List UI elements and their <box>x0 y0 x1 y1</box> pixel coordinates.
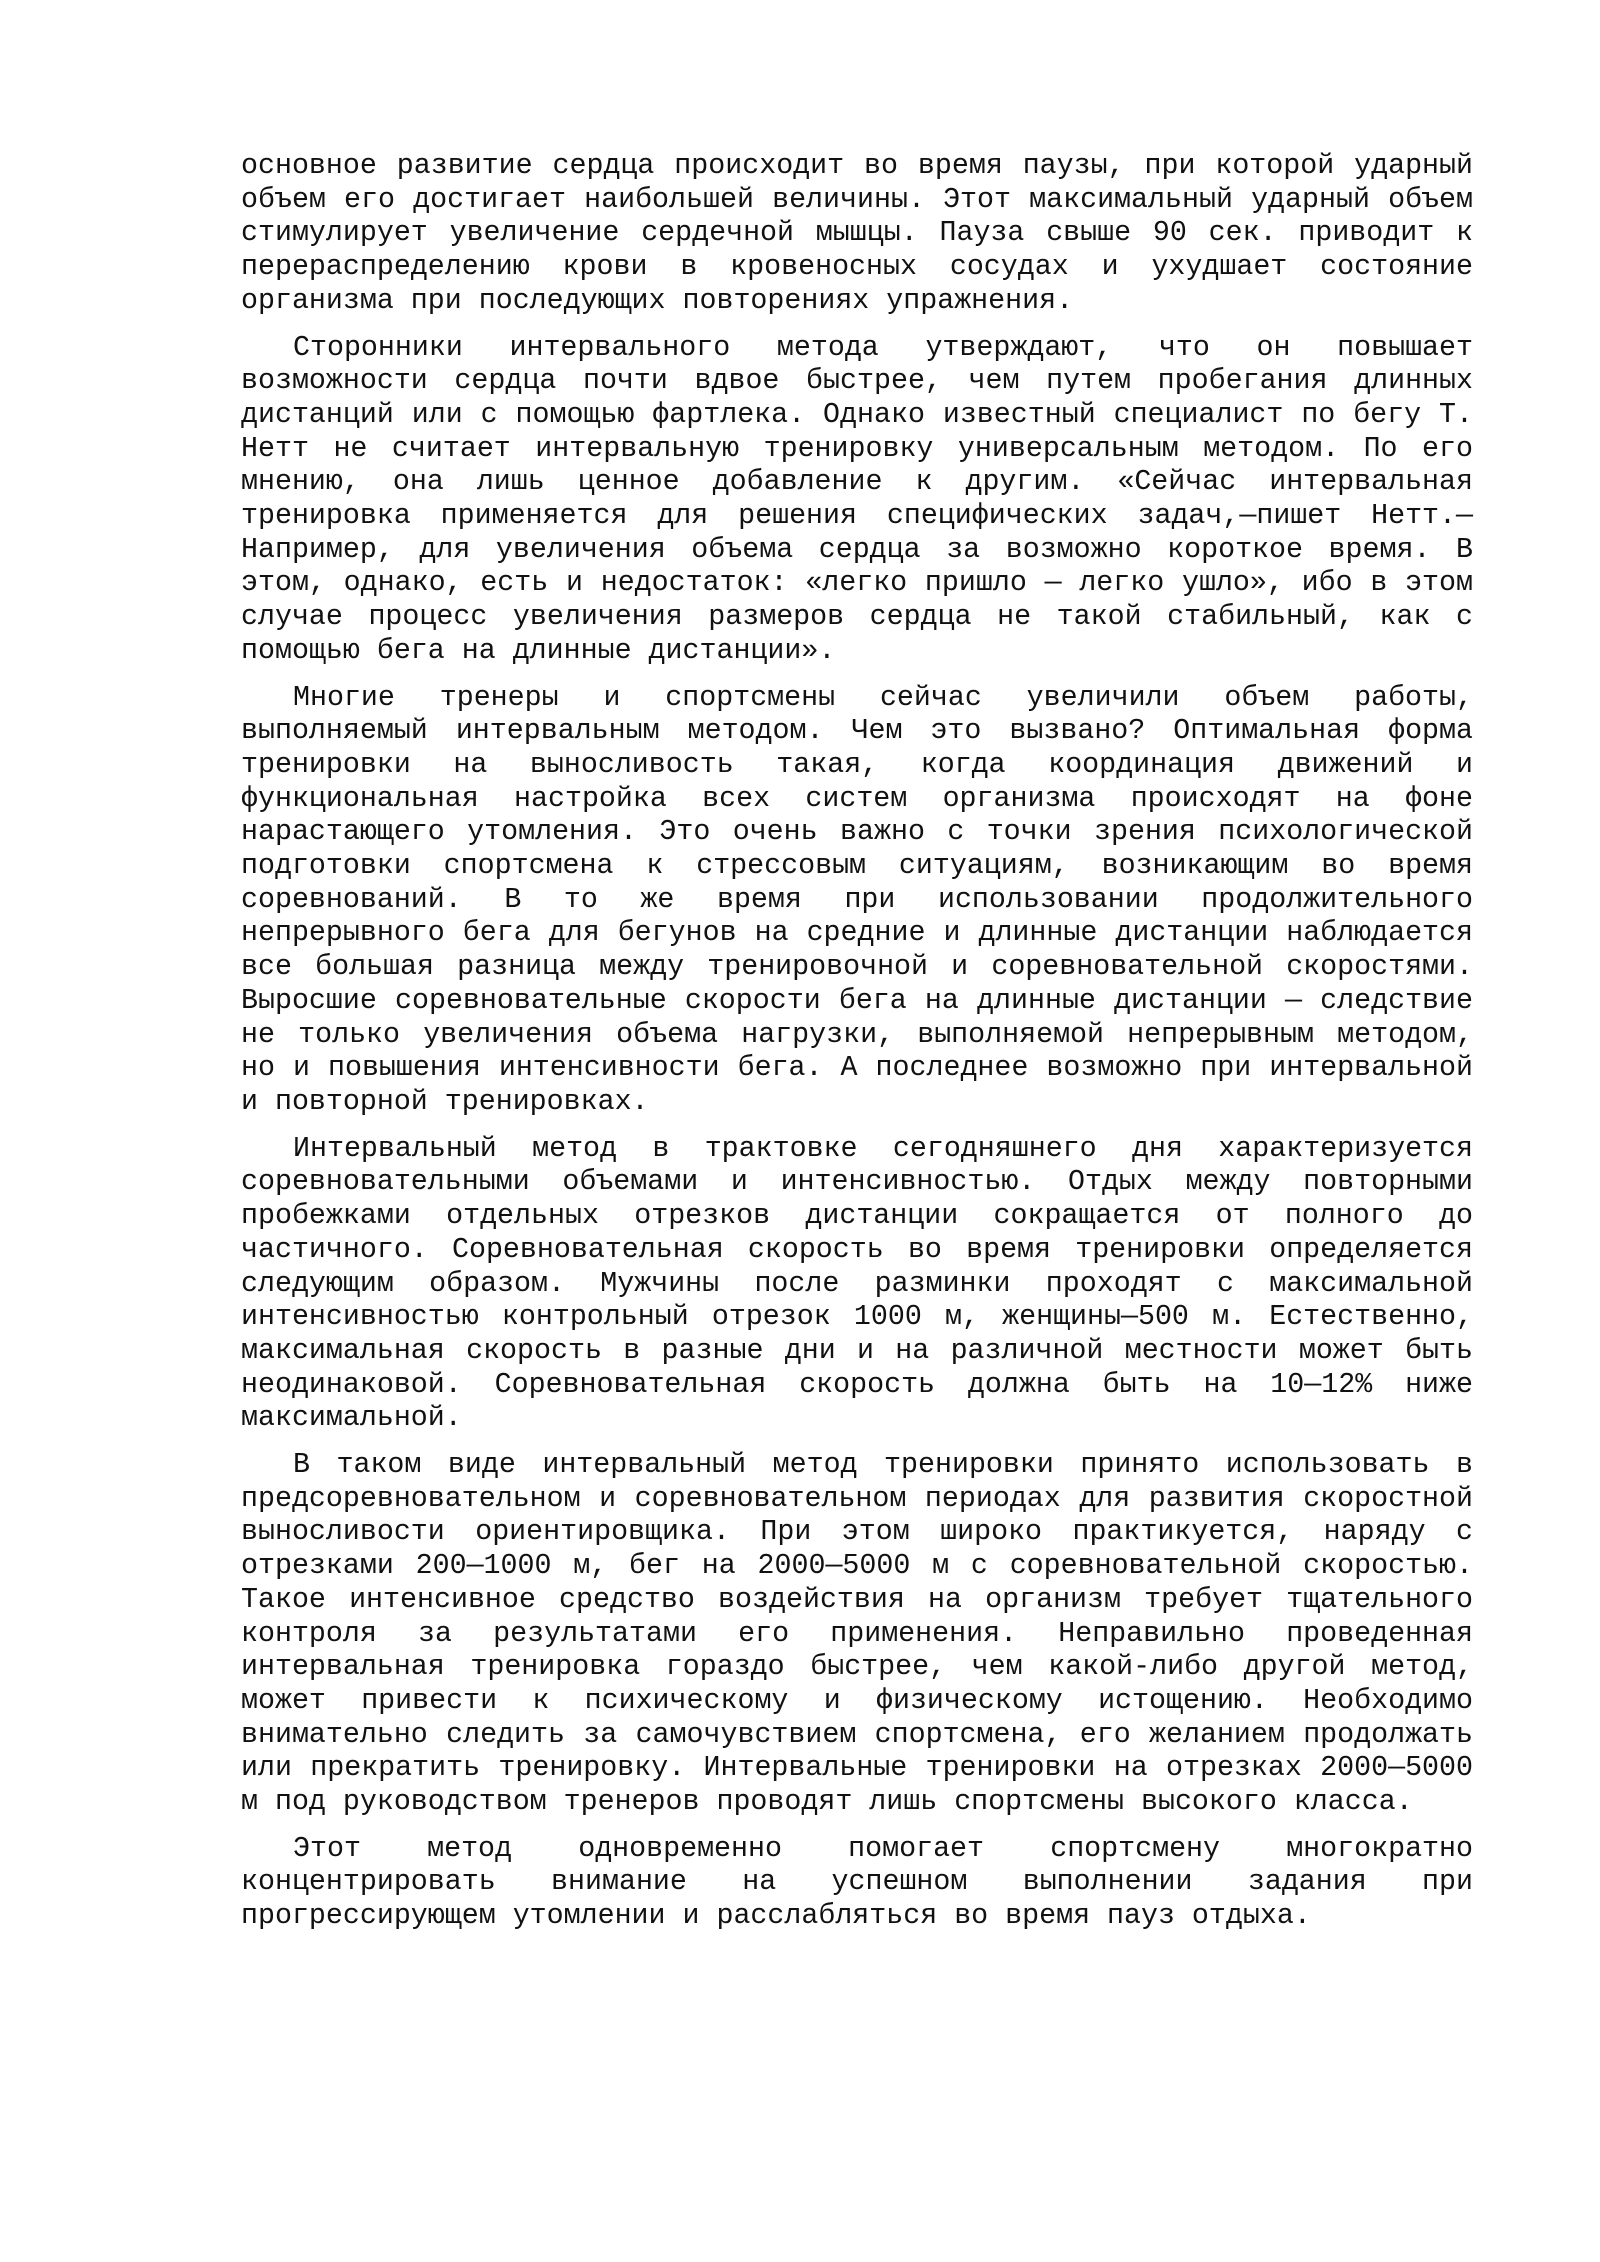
paragraph-6: Этот метод одновременно помогает спортсмену многократно концентрировать внимание на успешном выполнении задания при прогрессирующем утомлении и расслабляться во время пауз отдыха. <box>241 1832 1473 1933</box>
paragraph-5: В таком виде интервальный метод тренировки принято использовать в предсоревновательном и соревновательном периодах для развития скоростной выносливости ориентировщика. При этом широко практикуется, наряду с отрезками 200—1000 м, бег на 2000—5000 м с соревновательной скоростью. Такое интенсивное средство воздействия на организм требует тщательного контроля за результатами его применения. Неправильно проведенная интервальная тренировка гораздо быстрее, чем какой-либо другой метод, может привести к психическому и физическому истощению. Необходимо внимательно следить за самочувствием спортсмена, его желанием продолжать или прекратить тренировку. Интервальные тренировки на отрезках 2000—5000 м под руководством тренеров проводят лишь спортсмены высокого класса. <box>241 1449 1473 1819</box>
paragraph-3: Многие тренеры и спортсмены сейчас увеличили объем работы, выполняемый интервальным методом. Чем это вызвано? Оптимальная форма тренировки на выносливость такая, когда координация движений и функциональная настройка всех систем организма происходят на фоне нарастающего утомления. Это очень важно с точки зрения психологической подготовки спортсмена к стрессовым ситуациям, возникающим во время соревнований. В то же время при использовании продолжительного непрерывного бега для бегунов на средние и длинные дистанции наблюдается все большая разница между тренировочной и соревновательной скоростями. Выросшие соревновательные скорости бега на длинные дистанции — следствие не только увеличения объема нагрузки, выполняемой непрерывным методом, но и повышения интенсивности бега. А последнее возможно при интервальной и повторной тренировках. <box>241 681 1473 1118</box>
paragraph-2: Сторонники интервального метода утверждают, что он повышает возможности сердца почти вдвое быстрее, чем путем пробегания длинных дистанций или с помощью фартлека. Однако известный специалист по бегу Т. Нетт не считает интервальную тренировку универсальным методом. По его мнению, она лишь ценное добавление к другим. «Сейчас интервальная тренировка применяется для решения специфических задач,—пишет Нетт.— Например, для увеличения объема сердца за возможно короткое время. В этом, однако, есть и недостаток: «легко пришло — легко ушло», ибо в этом случае процесс увеличения размеров сердца не такой стабильный, как с помощью бега на длинные дистанции». <box>241 331 1473 667</box>
paragraph-1: основное развитие сердца происходит во время паузы, при которой ударный объем его достигает наибольшей величины. Этот максимальный ударный объем стимулирует увеличение сердечной мышцы. Пауза свыше 90 сек. приводит к перераспределению крови в кровеносных сосудах и ухудшает состояние организма при последующих повторениях упражнения. <box>241 150 1473 317</box>
body-text <box>241 150 1473 1947</box>
paragraph-4: Интервальный метод в трактовке сегодняшнего дня характеризуется соревновательными объемами и интенсивностью. Отдых между повторными пробежками отдельных отрезков дистанции сокращается от полного до частичного. Соревновательная скорость во время тренировки определяется следующим образом. Мужчины после разминки проходят с максимальной интенсивностью контрольный отрезок 1000 м, женщины—500 м. Естественно, максимальная скорость в разные дни и на различной местности может быть неодинаковой. Соревновательная скорость должна быть на 10—12% ниже максимальной. <box>241 1132 1473 1435</box>
